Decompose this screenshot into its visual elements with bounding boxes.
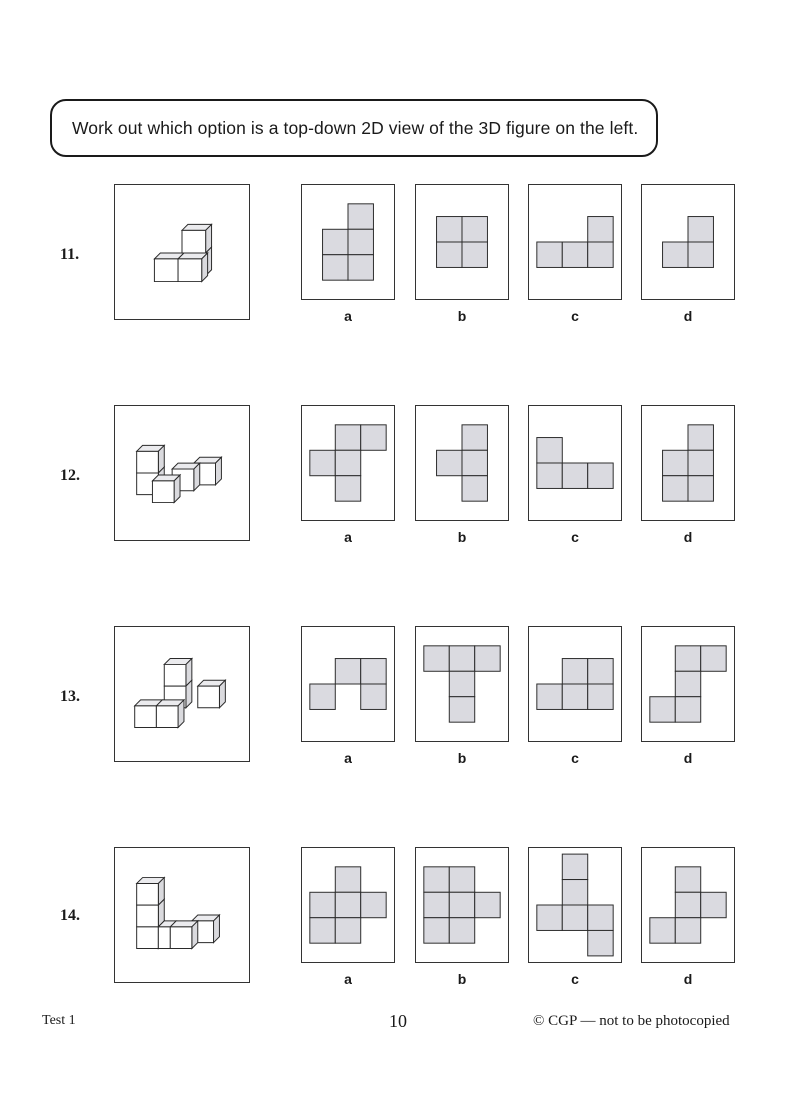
cube [178, 253, 208, 282]
cube [156, 700, 184, 728]
option-a[interactable] [301, 184, 395, 300]
figure-3d [114, 626, 250, 762]
option-a-label: a [344, 308, 352, 324]
question-number: 13. [60, 688, 80, 705]
instruction-box [50, 99, 658, 157]
cube [164, 659, 192, 687]
figure-3d [114, 184, 250, 320]
option-b-label: b [457, 750, 467, 766]
instruction-text: Work out which option is a top-down 2D view of the 3D figure on the left. [72, 117, 639, 138]
question-number: 11. [60, 246, 80, 263]
figure-3d [114, 405, 250, 541]
option-c[interactable] [528, 847, 622, 963]
page-number: 10 [389, 1011, 407, 1031]
cube [198, 680, 226, 708]
option-c-label: c [571, 971, 579, 987]
cube [137, 445, 165, 473]
option-d[interactable] [641, 626, 735, 742]
question-number: 12. [60, 467, 80, 484]
option-b-label: b [457, 971, 467, 987]
option-b-label: b [457, 529, 467, 545]
option-a-label: a [344, 529, 352, 545]
option-c-label: c [571, 750, 579, 766]
option-b[interactable] [415, 405, 509, 521]
option-d-label: d [683, 971, 693, 987]
option-d-label: d [683, 529, 693, 545]
option-c-label: c [571, 308, 579, 324]
option-c[interactable] [528, 405, 622, 521]
option-d[interactable] [641, 847, 735, 963]
option-d-label: d [683, 750, 693, 766]
footer-test-label: Test 1 [42, 1013, 76, 1028]
option-a-label: a [344, 971, 352, 987]
option-a[interactable] [301, 626, 395, 742]
option-a[interactable] [301, 847, 395, 963]
footer-copyright: © CGP — not to be photocopied [533, 1013, 730, 1029]
figure-3d [114, 847, 250, 983]
option-c[interactable] [528, 626, 622, 742]
option-b[interactable] [415, 184, 509, 300]
question-number: 14. [60, 907, 80, 924]
cube [137, 878, 165, 906]
cube [182, 224, 212, 253]
option-b-label: b [457, 308, 467, 324]
option-c-label: c [571, 529, 579, 545]
option-b[interactable] [415, 626, 509, 742]
option-d[interactable] [641, 184, 735, 300]
option-a[interactable] [301, 405, 395, 521]
option-a-label: a [344, 750, 352, 766]
cube [152, 475, 180, 503]
option-b[interactable] [415, 847, 509, 963]
cube [170, 921, 198, 949]
option-d[interactable] [641, 405, 735, 521]
option-d-label: d [683, 308, 693, 324]
option-c[interactable] [528, 184, 622, 300]
